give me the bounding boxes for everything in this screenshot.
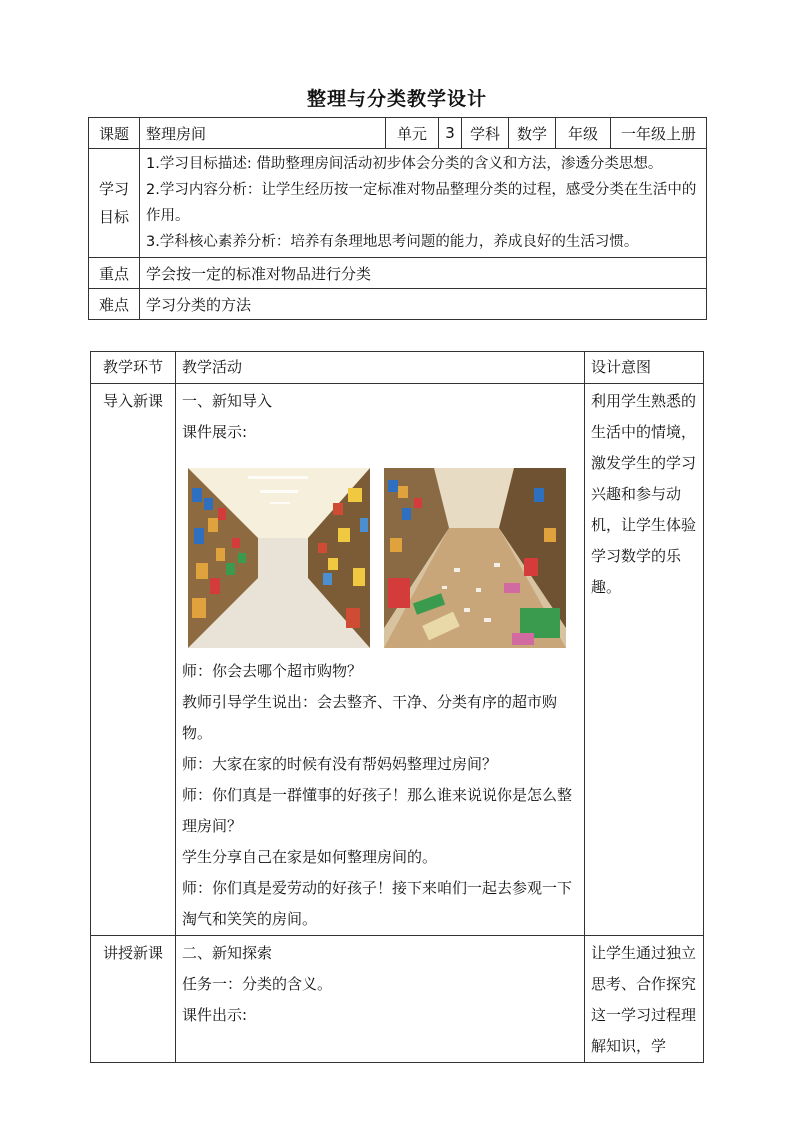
unit-label: 单元: [386, 118, 439, 149]
activity-line: 二、新知探索: [182, 944, 273, 962]
info-row: [89, 118, 707, 149]
tidy-supermarket-photo: [188, 468, 370, 648]
design-intent: 利用学生熟悉的生活中的情境，激发学生的学习兴趣和参与动机，让学生体验学习数学的乐趣。: [585, 384, 704, 936]
grade-label: 年级: [556, 118, 611, 149]
header-stage: 教学环节: [91, 352, 176, 384]
stage-row-intro: [91, 384, 704, 936]
activity-line: 学生分享自己在家是如何整理房间的。: [182, 848, 438, 866]
subject-value: 数学: [509, 118, 556, 149]
topic-value: 整理房间: [140, 118, 386, 149]
key-point-value: 学会按一定的标准对物品进行分类: [140, 258, 707, 289]
grade-value: 一年级上册: [611, 118, 707, 149]
activity-cell: [176, 384, 585, 936]
subject-label: 学科: [462, 118, 509, 149]
difficulty-label: 难点: [89, 289, 140, 320]
header-row: [91, 352, 704, 384]
goals-row: [89, 149, 707, 258]
photo-row: [182, 468, 578, 648]
goals-label: [89, 149, 140, 258]
stage-row-new-lesson: [91, 936, 704, 1063]
activity-line: 师：大家在家的时候有没有帮妈妈整理过房间？: [182, 755, 498, 773]
activity-line: 课件出示:: [182, 1006, 248, 1024]
design-intent: 让学生通过独立思考、合作探究这一学习过程理解知识，学: [585, 936, 704, 1063]
goal-item: 1.学习目标描述: 借助整理房间活动初步体会分类的含义和方法，渗透分类思想。: [146, 156, 663, 172]
goals-label-line-1: 学习: [98, 180, 129, 198]
stage-name: 讲授新课: [91, 936, 176, 1063]
activity-line: 师：你们真是一群懂事的好孩子！那么谁来说说你是怎么整理房间？: [182, 786, 573, 835]
stage-name: 导入新课: [91, 384, 176, 936]
page-title: 整理与分类教学设计: [306, 88, 487, 110]
activity-line: 任务一：分类的含义。: [182, 975, 333, 993]
key-point-label: 重点: [89, 258, 140, 289]
activity-line: 一、新知导入: [182, 392, 273, 410]
unit-value: 3: [439, 118, 462, 149]
goals-label-line-2: 目标: [98, 208, 129, 226]
activity-line: 师：你会去哪个超市购物？: [182, 662, 363, 680]
activity-cell: [176, 936, 585, 1063]
difficulty-row: [89, 289, 707, 320]
activity-line: 课件展示:: [182, 423, 248, 441]
topic-label: 课题: [89, 118, 140, 149]
header-activity: 教学活动: [176, 352, 585, 384]
teaching-process-table: [90, 351, 704, 1063]
goals-content: [140, 149, 707, 258]
header-intent: 设计意图: [585, 352, 704, 384]
lesson-info-table: [88, 117, 707, 320]
key-point-row: [89, 258, 707, 289]
activity-line: 教师引导学生说出：会去整齐、干净、分类有序的超市购物。: [182, 693, 558, 742]
goal-item: 3.学科核心素养分析：培养有条理地思考问题的能力，养成良好的生活习惯。: [146, 234, 639, 250]
activity-line: 师：你们真是爱劳动的好孩子！接下来咱们一起去参观一下淘气和笑笑的房间。: [182, 879, 573, 928]
messy-supermarket-photo: [384, 468, 566, 648]
goal-item: 2.学习内容分析：让学生经历按一定标准对物品整理分类的过程，感受分类在生活中的作用。: [146, 182, 697, 224]
difficulty-value: 学习分类的方法: [140, 289, 707, 320]
